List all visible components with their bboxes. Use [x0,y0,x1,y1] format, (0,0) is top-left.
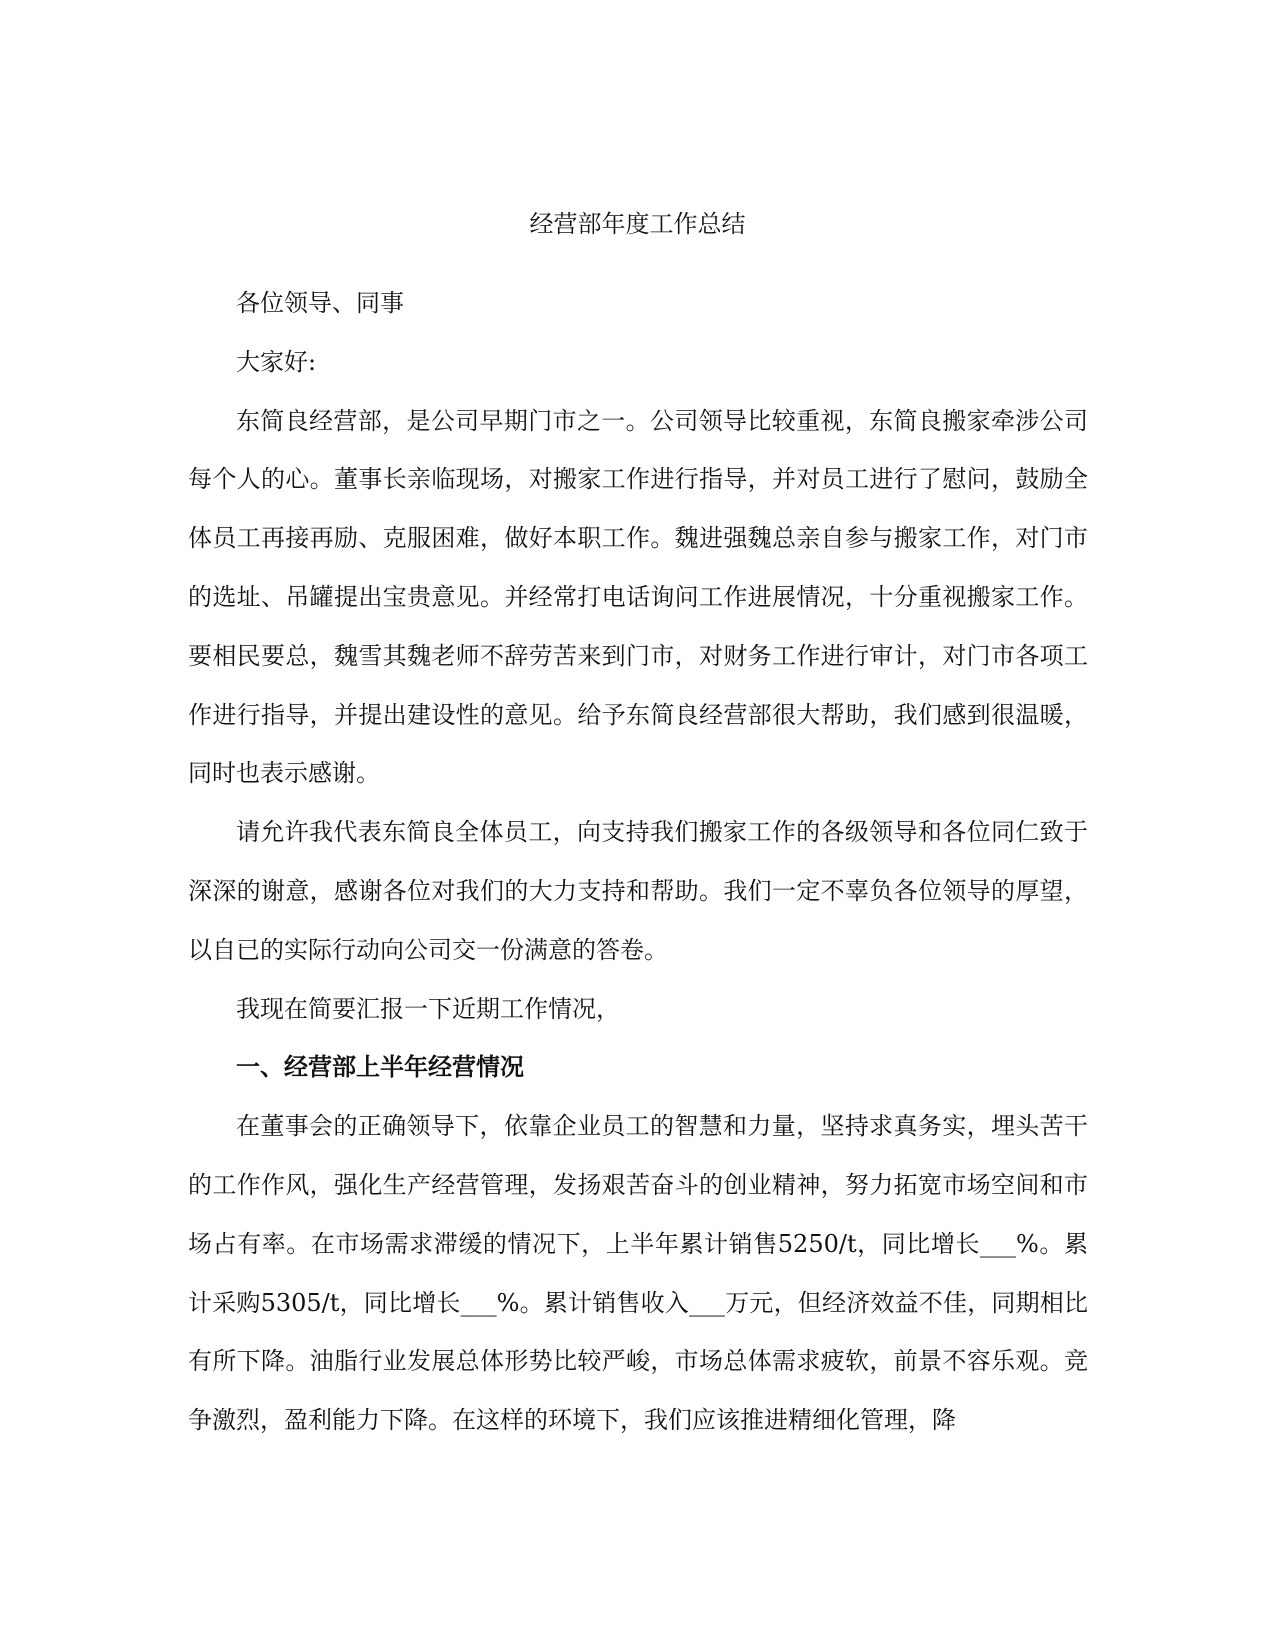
paragraph-greeting-recipients: 各位领导、同事 [236,289,404,317]
paragraph-introduction: 东简良经营部，是公司早期门市之一。公司领导比较重视，东简良搬家牵涉公司每个人的心。董事长亲临现场，对搬家工作进行指导，并对员工进行了慰问，鼓励全体员工再接再励、克服困难，做好本职工作。魏进强魏总亲自参与搬家工作，对门市的选址、吊罐提出宝贵意见。并经常打电话询问工作进展情况，十分重视搬家工作。要相民要总，魏雪其魏老师不辞劳苦来到门市，对财务工作进行审计，对门市各项工作进行指导，并提出建设性的意见。给予东简良经营部很大帮助，我们感到很温暖，同时也表示感谢。 [188,406,1088,788]
paragraph-report-intro: 我现在简要汇报一下近期工作情况， [236,994,620,1023]
paragraph-greeting: 大家好: [236,347,317,376]
document-body [188,274,1088,1450]
section-heading: 一、经营部上半年经营情况 [236,1052,524,1082]
paragraph-operations: 在董事会的正确领导下，依靠企业员工的智慧和力量，坚持求真务实，埋头苦干的工作作风，强化生产经营管理，发扬艰苦奋斗的创业精神，努力拓宽市场空间和市场占有率。在市场需求滞缓的情况下，上半年累计销售5250/t，同比增长___%。累计采购5305/t，同比增长___%。累计销售收入___万元，但经济效益不佳，同期相比有所下降。油脂行业发展总体形势比较严峻，市场总体需求疲软，前景不容乐观。竞争激烈，盈利能力下降。在这样的环境下，我们应该推进精细化管理，降 [188,1112,1088,1435]
document-title: 经营部年度工作总结 [529,210,746,238]
paragraph-thanks: 请允许我代表东简良全体员工，向支持我们搬家工作的各级领导和各位同仁致于深深的谢意，感谢各位对我们的大力支持和帮助。我们一定不辜负各位领导的厚望，以自已的实际行动向公司交一份满意的答卷。 [188,818,1088,964]
